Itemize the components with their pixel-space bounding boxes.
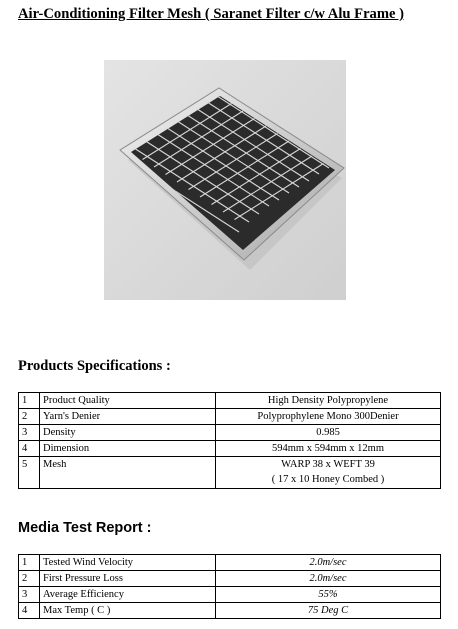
row-number: 3 — [19, 587, 40, 603]
spec-value: 594mm x 594mm x 12mm — [216, 441, 441, 457]
row-number: 1 — [19, 393, 40, 409]
table-row — [19, 425, 441, 441]
table-row — [19, 555, 441, 571]
spec-label: Density — [40, 425, 216, 441]
test-value: 2.0m/sec — [216, 571, 441, 587]
test-label: First Pressure Loss — [40, 571, 216, 587]
document-title: Air-Conditioning Filter Mesh ( Saranet Filter c/w Alu Frame ) — [18, 6, 404, 22]
row-number: 3 — [19, 425, 40, 441]
table-row — [19, 603, 441, 619]
filter-mesh-photo — [104, 60, 346, 300]
spec-label: Mesh — [40, 457, 216, 489]
media-heading: Media Test Report : — [18, 520, 152, 536]
spec-value — [216, 457, 441, 489]
table-row — [19, 457, 441, 489]
test-value: 2.0m/sec — [216, 555, 441, 571]
test-label: Average Efficiency — [40, 587, 216, 603]
spec-value: Polyprophylene Mono 300Denier — [216, 409, 441, 425]
spec-value-line2: ( 17 x 10 Honey Combed ) — [271, 474, 385, 485]
test-value: 75 Deg C — [216, 603, 441, 619]
media-test-table — [18, 554, 441, 619]
spec-value-line1: WARP 38 x WEFT 39 — [281, 459, 375, 470]
test-label: Max Temp ( C ) — [40, 603, 216, 619]
row-number: 2 — [19, 571, 40, 587]
table-row — [19, 587, 441, 603]
spec-value: High Density Polypropylene — [216, 393, 441, 409]
spec-label: Product Quality — [40, 393, 216, 409]
table-row — [19, 393, 441, 409]
test-value: 55% — [216, 587, 441, 603]
table-row — [19, 409, 441, 425]
specs-heading: Products Specifications : — [18, 358, 171, 374]
table-row — [19, 441, 441, 457]
spec-label: Dimension — [40, 441, 216, 457]
row-number: 4 — [19, 441, 40, 457]
row-number: 5 — [19, 457, 40, 489]
table-row — [19, 571, 441, 587]
spec-label: Yarn's Denier — [40, 409, 216, 425]
row-number: 2 — [19, 409, 40, 425]
specs-table — [18, 392, 441, 489]
test-label: Tested Wind Velocity — [40, 555, 216, 571]
row-number: 4 — [19, 603, 40, 619]
spec-value: 0.985 — [216, 425, 441, 441]
row-number: 1 — [19, 555, 40, 571]
